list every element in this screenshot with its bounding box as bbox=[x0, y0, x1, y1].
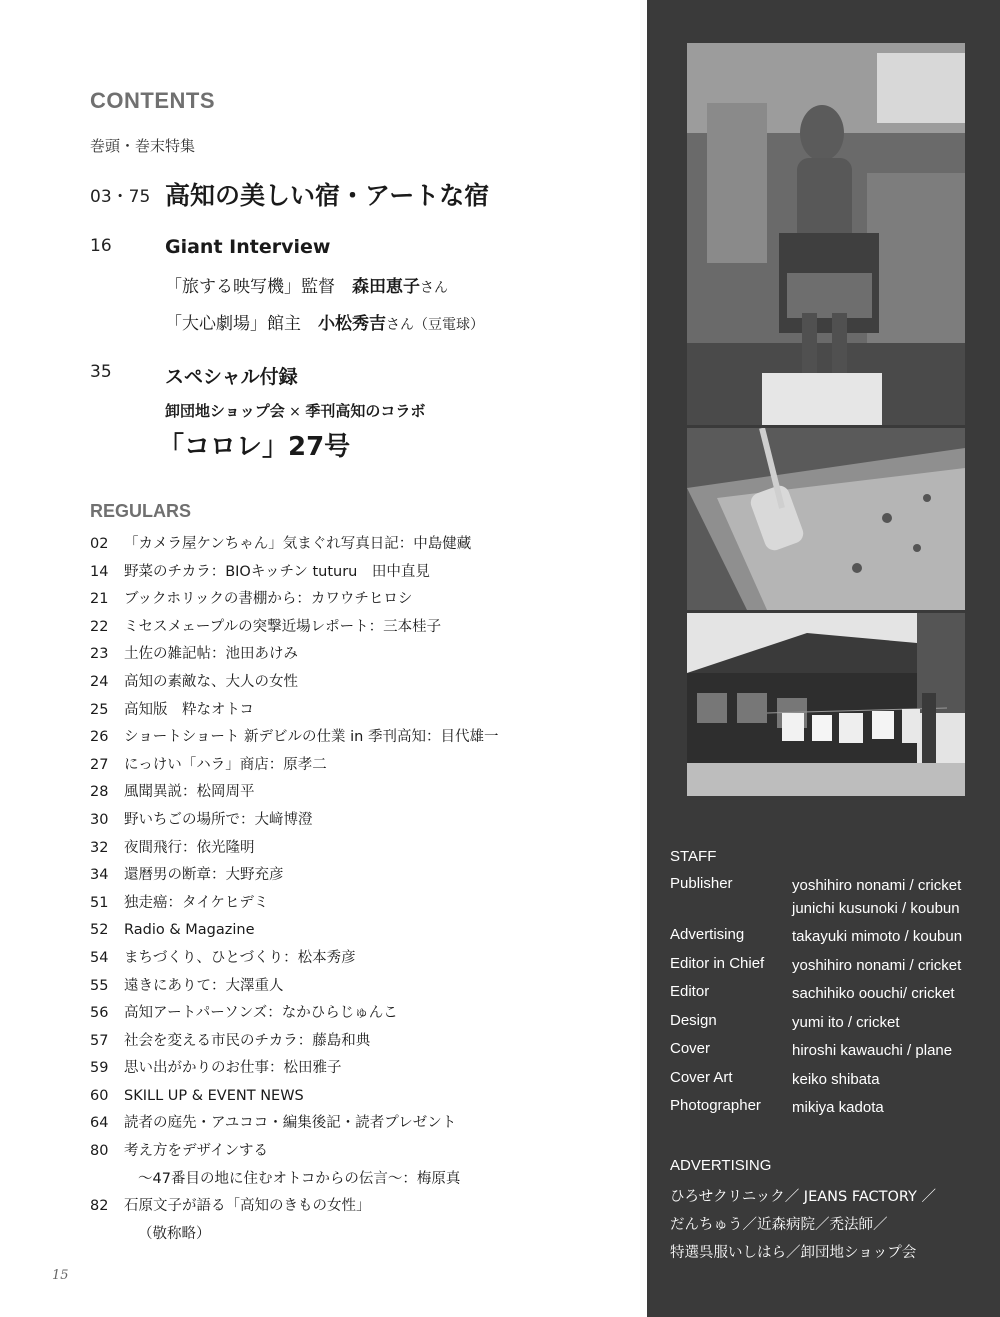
feature-2-line-2-suffix: さん（豆電球） bbox=[386, 317, 484, 333]
regular-item: 60 SKILL UP & EVENT NEWS bbox=[90, 1087, 304, 1104]
staff-row-editor: Editor sachihiko oouchi/ cricket bbox=[670, 983, 955, 1002]
regular-item-continuation: ～47番目の地に住むオトコからの伝言～：梅原真 bbox=[138, 1170, 461, 1187]
photo-ladle-tray bbox=[687, 428, 965, 610]
photo-old-house-laundry bbox=[687, 613, 965, 796]
staff-list bbox=[670, 875, 1000, 1126]
regular-item: 32 夜間飛行：依光隆明 bbox=[90, 839, 255, 856]
feature-2-page: 16 bbox=[90, 236, 112, 256]
regulars-heading: REGULARS bbox=[90, 501, 192, 521]
feature-1-title: 高知の美しい宿・アートな宿 bbox=[165, 181, 490, 210]
feature-3-collab-left: 卸団地ショップ会 bbox=[165, 402, 285, 420]
feature-label: 巻頭・巻末特集 bbox=[90, 137, 196, 155]
staff-heading: STAFF bbox=[670, 848, 717, 865]
feature-3-korore-title: 「コロレ」27号 bbox=[158, 432, 351, 462]
regular-item: 57 社会を変える市民のチカラ：藤島和典 bbox=[90, 1032, 371, 1049]
feature-2-line-1-suffix: さん bbox=[420, 280, 448, 296]
regular-item: 23 土佐の雑記帖：池田あけみ bbox=[90, 646, 298, 663]
photo-wooden-sculpture bbox=[687, 43, 965, 425]
advertising-line: ひろせクリニック／ JEANS FACTORY ／ bbox=[670, 1189, 937, 1205]
feature-1-page: 03・75 bbox=[90, 187, 151, 207]
staff-row-advertising: Advertising takayuki mimoto / koubun bbox=[670, 926, 963, 945]
regular-item: 14 野菜のチカラ：BIOキッチン tuturu 田中直見 bbox=[90, 563, 430, 580]
regular-item: 22 ミセスメェープルの突撃近場レポート：三本桂子 bbox=[90, 618, 442, 635]
regular-item: 34 還暦男の断章：大野充彦 bbox=[90, 867, 284, 884]
regular-item: 52 Radio & Magazine bbox=[90, 922, 255, 939]
regular-item: 28 風聞異説：松岡周平 bbox=[90, 784, 255, 801]
regular-item: 30 野いちごの場所で：大﨑博澄 bbox=[90, 811, 313, 828]
contents-heading: CONTENTS bbox=[90, 88, 215, 113]
feature-2-line-1-prefix: 「旅する映写機」監督 bbox=[165, 277, 352, 297]
regular-item: 51 独走癌：タイケヒデミ bbox=[90, 894, 269, 911]
feature-3-page: 35 bbox=[90, 362, 112, 382]
regular-item: 27 にっけい「ハラ」商店：原孝二 bbox=[90, 756, 327, 773]
staff-row-design: Design yumi ito / cricket bbox=[670, 1011, 900, 1031]
advertising-sponsors bbox=[670, 1183, 990, 1267]
advertising-line: 特選呉服いしはら／卸団地ショップ会 bbox=[670, 1245, 917, 1261]
feature-3-title: スペシャル付録 bbox=[165, 366, 298, 388]
staff-row-cover-art: Cover Art keiko shibata bbox=[670, 1068, 880, 1088]
regular-item: 54 まちづくり、ひとづくり：松本秀彦 bbox=[90, 949, 356, 966]
regular-item: 64 読者の庭先・アユココ・編集後記・読者プレゼント bbox=[90, 1115, 457, 1132]
regular-item: 55 遠きにありて：大澤重人 bbox=[90, 977, 284, 994]
staff-row-editor-in-chief: Editor in Chief yoshihiro nonami / cricket bbox=[670, 954, 962, 974]
regular-item: 59 思い出がかりのお仕事：松田雅子 bbox=[90, 1060, 342, 1077]
feature-2-title: Giant Interview bbox=[165, 236, 331, 258]
regular-item: 82 石原文子が語る「高知のきもの女性」 bbox=[90, 1198, 371, 1215]
staff-row-cover: Cover hiroshi kawauchi / plane bbox=[670, 1040, 953, 1059]
staff-row-publisher: Publisher yoshihiro nonami / cricket junichi kusunoki / koubun bbox=[670, 875, 962, 917]
staff-row-photographer: Photographer mikiya kadota bbox=[670, 1097, 884, 1116]
feature-3-collab-x: × bbox=[284, 404, 306, 420]
regular-item: 21 ブックホリックの書棚から：カワウチヒロシ bbox=[90, 591, 413, 608]
feature-3-collab-right: 季刊高知のコラボ bbox=[305, 402, 426, 420]
feature-2-line-2-prefix: 「大心劇場」館主 bbox=[165, 314, 318, 334]
regulars-list bbox=[90, 531, 640, 1248]
page-number: 15 bbox=[52, 1268, 69, 1283]
regular-item: 24 高知の素敵な、大人の女性 bbox=[90, 673, 298, 690]
regular-item: 02 「カメラ屋ケンちゃん」気まぐれ写真日記：中島健藏 bbox=[90, 536, 472, 552]
honorifics-note: （敬称略） bbox=[138, 1225, 211, 1242]
regular-item: 56 高知アートパーソンズ：なかひらじゅんこ bbox=[90, 1005, 398, 1022]
regular-item: 25 高知版 粋なオトコ bbox=[90, 701, 254, 718]
feature-2-line-2-name: 小松秀吉 bbox=[318, 314, 386, 334]
advertising-line: だんちゅう／近森病院／禿法師／ bbox=[670, 1217, 888, 1233]
regular-item: 26 ショートショート 新デビルの仕業 in 季刊高知：目代雄一 bbox=[90, 729, 499, 746]
regular-item: 80 考え方をデザインする bbox=[90, 1143, 268, 1160]
feature-2-line-1-name: 森田恵子 bbox=[352, 277, 420, 297]
advertising-heading: ADVERTISING bbox=[670, 1157, 772, 1174]
